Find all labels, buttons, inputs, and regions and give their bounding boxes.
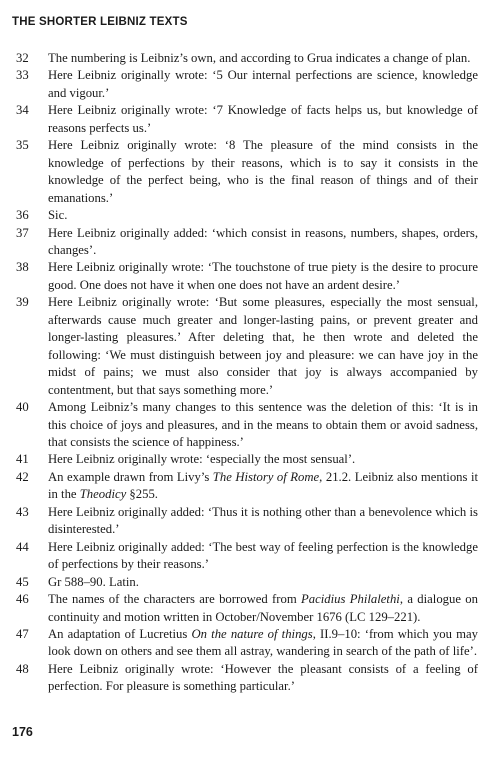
endnote-number: 41 — [16, 452, 29, 467]
endnote-number: 33 — [16, 68, 29, 83]
endnote-text: , 21.2. Leibniz also mentions it in the — [48, 469, 478, 502]
endnote-number: 34 — [16, 103, 29, 118]
endnote-italic-title: Pacidius Philalethi — [301, 592, 400, 607]
endnote — [16, 626, 478, 661]
endnote-text: , a dialogue on continuity and motion written in October/November 1676 (LC 129–221). — [48, 592, 478, 624]
endnote-text: Here Leibniz originally wrote: ‘especially the most sensual’. — [48, 452, 356, 467]
endnote-text: Here Leibniz originally added: ‘Thus it is nothing other than a benevolence which is disinterested.’ — [48, 504, 478, 537]
endnote — [16, 451, 478, 468]
endnote-text: Here Leibniz originally added: ‘The best way of feeling perfection is the knowledge of perfections by their reasons.’ — [48, 539, 478, 572]
endnote-text: An adaptation of Lucretius — [48, 626, 192, 641]
endnotes-list — [16, 50, 478, 696]
endnote-number: 35 — [16, 138, 29, 153]
endnote-text: §255. — [126, 487, 158, 502]
endnote-number: 43 — [16, 504, 29, 519]
running-head: THE SHORTER LEIBNIZ TEXTS — [12, 16, 188, 28]
endnote — [16, 661, 478, 696]
endnote — [16, 225, 478, 260]
endnote-text: Here Leibniz originally wrote: ‘The touchstone of true piety is the desire to procure good. One does not have it when one does not have an ardent desire.’ — [48, 260, 478, 292]
endnote-number: 46 — [16, 592, 29, 607]
endnote-italic-title: Theodicy — [79, 487, 127, 502]
endnote-number: 32 — [16, 51, 29, 65]
endnote — [16, 591, 478, 626]
page-number: 176 — [12, 725, 33, 739]
endnote-italic-title: The History of Rome — [212, 469, 320, 484]
endnote-text: Here Leibniz originally wrote: ‘5 Our internal perfections are science, knowledge and vigour.’ — [48, 68, 478, 100]
endnote — [16, 259, 478, 294]
endnote — [16, 50, 478, 67]
endnote-number: 36 — [16, 208, 29, 223]
endnote-number: 40 — [16, 400, 29, 415]
endnote — [16, 504, 478, 539]
endnote-text: The numbering is Leibniz’s own, and according to Grua indicates a change of plan. — [48, 51, 471, 65]
endnote — [16, 469, 478, 504]
endnote — [16, 399, 478, 451]
endnote-text: Gr 588–90. Latin. — [48, 574, 139, 589]
endnote-number: 42 — [16, 469, 29, 484]
endnote-number: 47 — [16, 626, 29, 641]
endnote-text: An example drawn from Livy’s — [48, 469, 213, 484]
endnote — [16, 137, 478, 207]
endnote-text: Sic. — [48, 208, 68, 223]
endnote-italic-title: On the nature of things — [191, 626, 313, 641]
endnote — [16, 574, 478, 591]
endnote-number: 39 — [16, 295, 29, 310]
endnote-text: The names of the characters are borrowed from — [48, 592, 302, 607]
endnote — [16, 67, 478, 102]
endnote — [16, 539, 478, 574]
endnote-text: , II.9–10: ‘from which you may look down on others and see them all astray, wandering in search of the path of life’. — [48, 626, 478, 659]
endnote — [16, 207, 478, 224]
endnote — [16, 294, 478, 399]
endnote-text: Here Leibniz originally wrote: ‘8 The pleasure of the mind consists in the knowledge of perfections by their reasons, which is to say it consists in the knowledge of the perfect being, who is the final reason of things and of their emanations.’ — [48, 138, 478, 205]
endnote-number: 38 — [16, 260, 29, 275]
endnote-text: Here Leibniz originally added: ‘which consist in reasons, numbers, shapes, orders, changes’. — [48, 225, 478, 257]
endnote-number: 45 — [16, 574, 29, 589]
endnote-text: Here Leibniz originally wrote: ‘7 Knowledge of facts helps us, but knowledge of reasons perfects us.’ — [48, 103, 478, 135]
endnote-text: Here Leibniz originally wrote: ‘But some pleasures, especially the most sensual, afterwards cause much greater and longer-lasting pains, or prevent greater and longer-lasting pleasures.’ After deleting that, he then wrote and deleted the following: ‘We must distinguish between joy and pleasure: we can have joy in the midst of pains; we must also consider that joy is always accompanied by contentment, but that says something more.’ — [48, 295, 478, 397]
endnote — [16, 102, 478, 137]
endnote-number: 37 — [16, 225, 29, 240]
endnote-number: 44 — [16, 539, 29, 554]
endnote-text: Among Leibniz’s many changes to this sentence was the deletion of this: ‘It is in this choice of joys and pleasures, and in the means to obtain them or avoid sadness, that consists the science of happiness.’ — [48, 400, 478, 449]
endnote-text: Here Leibniz originally wrote: ‘However the pleasant consists of a feeling of perfection. For pleasure is something particular.’ — [48, 661, 478, 694]
endnote-number: 48 — [16, 661, 29, 676]
